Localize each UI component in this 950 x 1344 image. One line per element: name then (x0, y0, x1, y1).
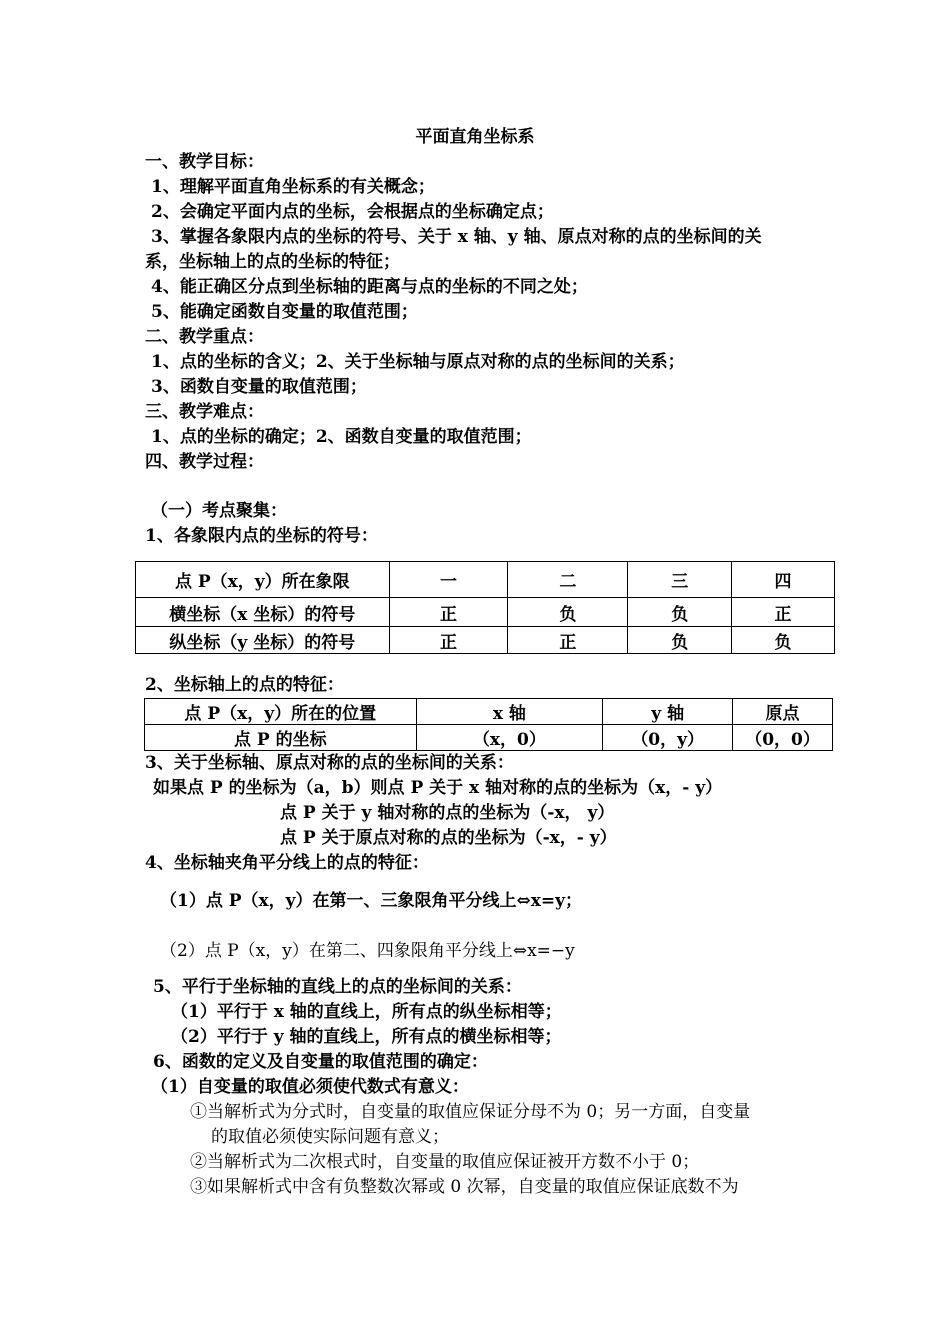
bisector-line: （2）点 P（x，y）在第二、四象限角平分线上⇔x=−y (160, 941, 575, 961)
table-cell: （0，y） (603, 725, 733, 751)
quadrant-sign-table (135, 561, 835, 654)
parallel-line: （2）平行于 y 轴的直线上，所有点的横坐标相等； (171, 1027, 562, 1047)
page-title: 平面直角坐标系 (415, 127, 535, 147)
goal-item: 1、理解平面直角坐标系的有关概念； (151, 177, 435, 197)
table-cell: 四 (732, 562, 835, 598)
table-row (145, 725, 833, 751)
table-row (145, 699, 833, 725)
table-cell: 正 (389, 627, 508, 654)
goal-item: 2、会确定平面内点的坐标，会根据点的坐标确定点； (151, 202, 554, 222)
axis-points-table (144, 698, 833, 751)
process-subheading: （一）考点聚集： (151, 501, 287, 521)
function-rule: ③如果解析式中含有负整数次幂或 0 次幂，自变量的取值应保证底数不为 (190, 1177, 739, 1197)
key-point-item: 3、函数自变量的取值范围； (151, 377, 367, 397)
parallel-title: 5、平行于坐标轴的直线上的点的坐标间的关系： (153, 977, 522, 997)
table-cell: y 轴 (603, 699, 733, 725)
function-rule-continued: 的取值必须使实际问题有意义； (211, 1127, 449, 1147)
process-heading: 四、教学过程： (145, 452, 264, 472)
table-cell: 负 (508, 598, 628, 627)
goals-heading: 一、教学目标： (145, 152, 264, 172)
function-subheading: （1）自变量的取值必须使代数式有意义： (151, 1077, 469, 1097)
table-cell: 纵坐标（y 坐标）的符号 (136, 627, 390, 654)
symmetry-line: 点 P 关于 y 轴对称的点的坐标为（-x， y） (280, 803, 615, 823)
table-cell: 原点 (733, 699, 833, 725)
goal-item: 4、能正确区分点到坐标轴的距离与点的坐标的不同之处； (151, 277, 588, 297)
parallel-line: （1）平行于 x 轴的直线上，所有点的纵坐标相等； (171, 1002, 562, 1022)
table-cell: 点 P 的坐标 (145, 725, 417, 751)
table-cell: 正 (508, 627, 628, 654)
goal-item: 3、掌握各象限内点的坐标的符号、关于 x 轴、y 轴、原点对称的点的坐标间的关 (151, 227, 762, 247)
table-cell: 正 (732, 598, 835, 627)
table-row (136, 598, 835, 627)
function-rule: ②当解析式为二次根式时，自变量的取值应保证被开方数不小于 0； (190, 1152, 700, 1172)
difficulty-item: 1、点的坐标的确定；2、函数自变量的取值范围； (151, 427, 532, 447)
bisector-line: （1）点 P（x，y）在第一、三象限角平分线上⇔x=y； (160, 891, 583, 911)
symmetry-line: 点 P 关于原点对称的点的坐标为（-x，- y） (280, 828, 617, 848)
symmetry-title: 3、关于坐标轴、原点对称的点的坐标间的关系： (145, 753, 514, 773)
key-points-heading: 二、教学重点： (145, 327, 264, 347)
goal-item: 5、能确定函数自变量的取值范围； (151, 302, 418, 322)
table-cell: 负 (628, 627, 732, 654)
table-cell: 负 (732, 627, 835, 654)
table-cell: 二 (508, 562, 628, 598)
symmetry-line: 如果点 P 的坐标为（a，b）则点 P 关于 x 轴对称的点的坐标为（x，- y） (153, 778, 723, 798)
key-point-item: 1、点的坐标的含义；2、关于坐标轴与原点对称的点的坐标间的关系； (151, 352, 685, 372)
axis-points-title: 2、坐标轴上的点的特征： (145, 675, 344, 695)
difficulties-heading: 三、教学难点： (145, 402, 264, 422)
table-cell: 负 (628, 598, 732, 627)
table-cell: 横坐标（x 坐标）的符号 (136, 598, 390, 627)
table-cell: 点 P（x，y）所在象限 (136, 562, 390, 598)
table-cell: 点 P（x，y）所在的位置 (145, 699, 417, 725)
function-title: 6、函数的定义及自变量的取值范围的确定： (153, 1052, 488, 1072)
quadrant-sign-title: 1、各象限内点的坐标的符号： (145, 526, 378, 546)
table-row (136, 627, 835, 654)
bisector-title: 4、坐标轴夹角平分线上的点的特征： (145, 853, 429, 873)
table-cell: （0，0） (733, 725, 833, 751)
table-cell: x 轴 (416, 699, 603, 725)
table-cell: （x，0） (416, 725, 603, 751)
function-rule: ①当解析式为分式时，自变量的取值应保证分母不为 0；另一方面，自变量 (190, 1102, 751, 1122)
table-cell: 三 (628, 562, 732, 598)
table-row (136, 562, 835, 598)
goal-item-continued: 系，坐标轴上的点的坐标的特征； (145, 252, 400, 272)
table-cell: 正 (389, 598, 508, 627)
table-cell: 一 (389, 562, 508, 598)
